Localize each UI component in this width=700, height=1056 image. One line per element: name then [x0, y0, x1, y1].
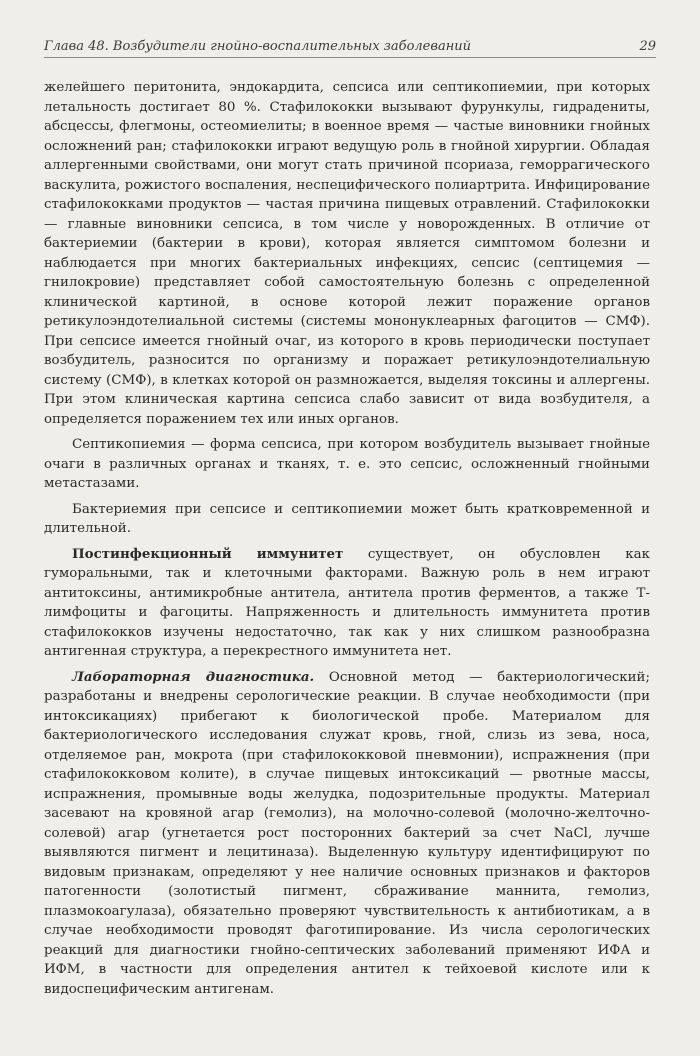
diagnostics-text: Основной метод — бактериологический; разработаны и внедрены серологические реакции. В случае необходимости (при интоксикациях) прибегают к биологической пробе. Материалом для бактериологического исследования служат кровь, гной, слизь из зева, носа, отделяемое ран, мокрота (при стафилококковой пневмонии), испражнения (при стафилококковом колите), в случае пищевых интоксикаций — рвотные массы, испражнения, промывные воды желудка, подозрительные продукты. Материал засевают на кровяной агар (гемолиз), на молочно-солевой (молочно-желточно-солевой) агар (угнетается рост посторонних бактерий за счет NaCl, лучше выявляются пигмент и лецитиназа). Выделенную культуру идентифицируют по видовым признакам, определяют у нее наличие основных признаков и факторов патогенности (золотистый пигмент, сбраживание маннита, гемолиз, плазмокоагулаза), обязательно проверяют чувствительность к антибиотикам, а в случае необходимости проводят фаготипирование. Из числа серологических реакций для диагностики гнойно-септических заболеваний применяют ИФА и ИФМ, в частности для определения антител к тейхоевой кислоте или к видоспецифическим антигенам. [44, 669, 650, 997]
paragraph-immunity [44, 545, 650, 662]
paragraph-septicopyemia: Септикопиемия — форма сепсиса, при котором возбудитель вызывает гнойные очаги в различных органах и тканях, т. е. это сепсис, осложненный гнойными метастазами. [44, 437, 650, 491]
body-text [44, 78, 650, 1005]
page-number: 29 [639, 39, 656, 54]
running-header [44, 30, 656, 58]
immunity-term: Постинфекционный иммунитет [72, 545, 344, 562]
diagnostics-term: Лабораторная диагностика. [72, 668, 315, 685]
paragraph-bacteremia: Бактериемия при сепсисе и септикопиемии может быть кратковременной и длительной. [44, 501, 650, 536]
chapter-title: Глава 48. Возбудители гнойно-воспалительных заболеваний [44, 39, 472, 54]
paragraph-staphylococcus-diseases: желейшего перитонита, эндокардита, сепсиса или септикопиемии, при которых летальность достигает 80 %. Стафилококки вызывают фурункулы, гидрадениты, абсцессы, флегмоны, остеомиелиты; в военное время — частые виновники гнойных осложнений ран; стафилококки играют ведущую роль в гнойной хирургии. Обладая аллергенными свойствами, они могут стать причиной псориаза, геморрагического васкулита, рожистого воспаления, неспецифического полиартрита. Инфицирование стафилококками продуктов — частая причина пищевых отравлений. Стафилококки — главные виновники сепсиса, в том числе у новорожденных. В отличие от бактериемии (бактерии в крови), которая является симптомом болезни и наблюдается при многих бактериальных инфекциях, сепсис (септицемия — гнилокровие) представляет собой самостоятельную болезнь с определенной клинической картиной, в основе которой лежит поражение органов ретикулоэндотелиальной системы (системы мононуклеарных фагоцитов — СМФ). При сепсисе имеется гнойный очаг, из которого в кровь периодически поступает возбудитель, разносится по организму и поражает ретикулоэндотелиальную систему (СМФ), в клетках которой он размножается, выделяя токсины и аллергены. При этом клиническая картина сепсиса слабо зависит от вида возбудителя, а определяется поражением тех или иных органов. [44, 80, 650, 427]
immunity-text: существует, он обусловлен как гуморальными, так и клеточными факторами. Важную роль в нем играют антитоксины, антимикробные антитела, антитела против ферментов, а также Т-лимфоциты и фагоциты. Напряженность и длительность иммунитета против стафилококков изучены недостаточно, так как у них слишком разнообразна антигенная структура, а перекрестного иммунитета нет. [44, 546, 650, 659]
paragraph-lab-diagnostics [44, 668, 650, 1000]
